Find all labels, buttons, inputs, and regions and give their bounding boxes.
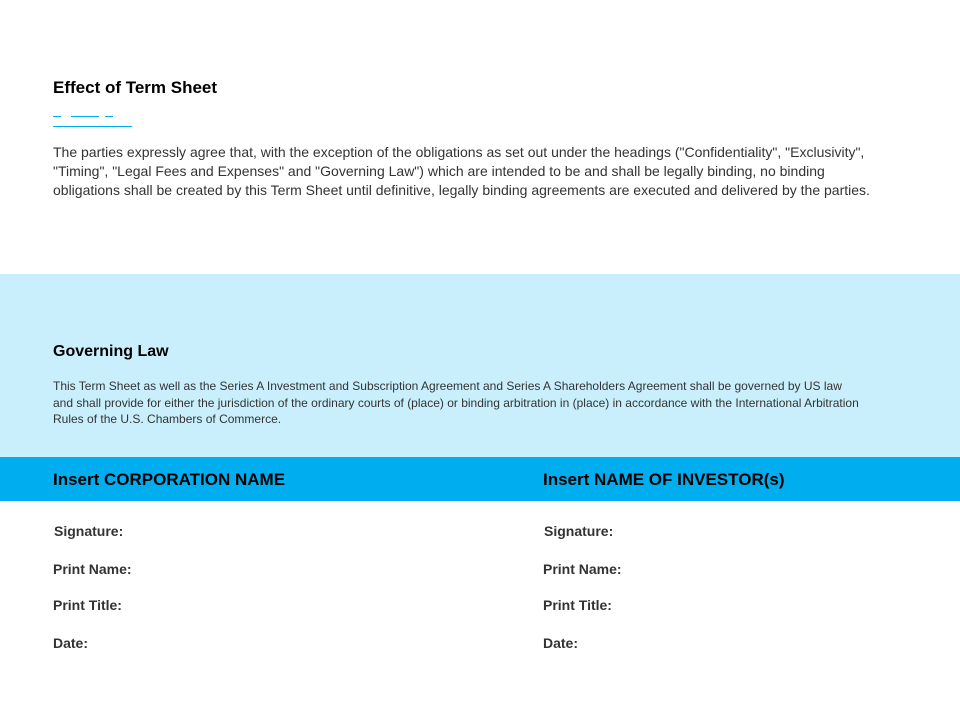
effect-section bbox=[0, 0, 960, 274]
decorative-underline bbox=[71, 116, 99, 117]
print-title-label: Print Title: bbox=[543, 597, 612, 613]
decorative-underline bbox=[53, 116, 61, 117]
decorative-underline bbox=[53, 126, 132, 127]
governing-law-paragraph: This Term Sheet as well as the Series A Investment and Subscription Agreement and Series A Shareholders Agreement shall be governed by US law and shall provide for either the jurisdiction of the ordinary courts of (place) or binding arbitration in (place) in accordance with the International Arbitration Rules of the U.S. Chambers of Commerce. bbox=[53, 379, 859, 426]
date-label: Date: bbox=[53, 635, 89, 651]
corporation-name-placeholder: Insert CORPORATION NAME bbox=[53, 470, 286, 489]
signature-label: Signature: bbox=[544, 523, 614, 539]
effect-paragraph: The parties expressly agree that, with the exception of the obligations as set out under the headings ("Confidentiality", "Exclusivity", "Timing", "Legal Fees and Expenses" and "Governing Law") which are intended to be and shall be legally binding, no binding obligations shall be created by this Term Sheet until definitive, legally binding agreements are executed and delivered by the parties. bbox=[53, 144, 870, 198]
governing-law-heading: Governing Law bbox=[53, 343, 169, 360]
print-name-label: Print Name: bbox=[53, 561, 132, 577]
decorative-underline bbox=[105, 116, 113, 117]
effect-heading: Effect of Term Sheet bbox=[53, 78, 218, 97]
investor-name-placeholder: Insert NAME OF INVESTOR(s) bbox=[543, 470, 785, 489]
date-label: Date: bbox=[543, 635, 579, 651]
print-name-label: Print Name: bbox=[543, 561, 622, 577]
party-header-band bbox=[0, 457, 960, 501]
signature-label: Signature: bbox=[54, 523, 124, 539]
print-title-label: Print Title: bbox=[53, 597, 122, 613]
governing-law-section bbox=[0, 274, 960, 457]
